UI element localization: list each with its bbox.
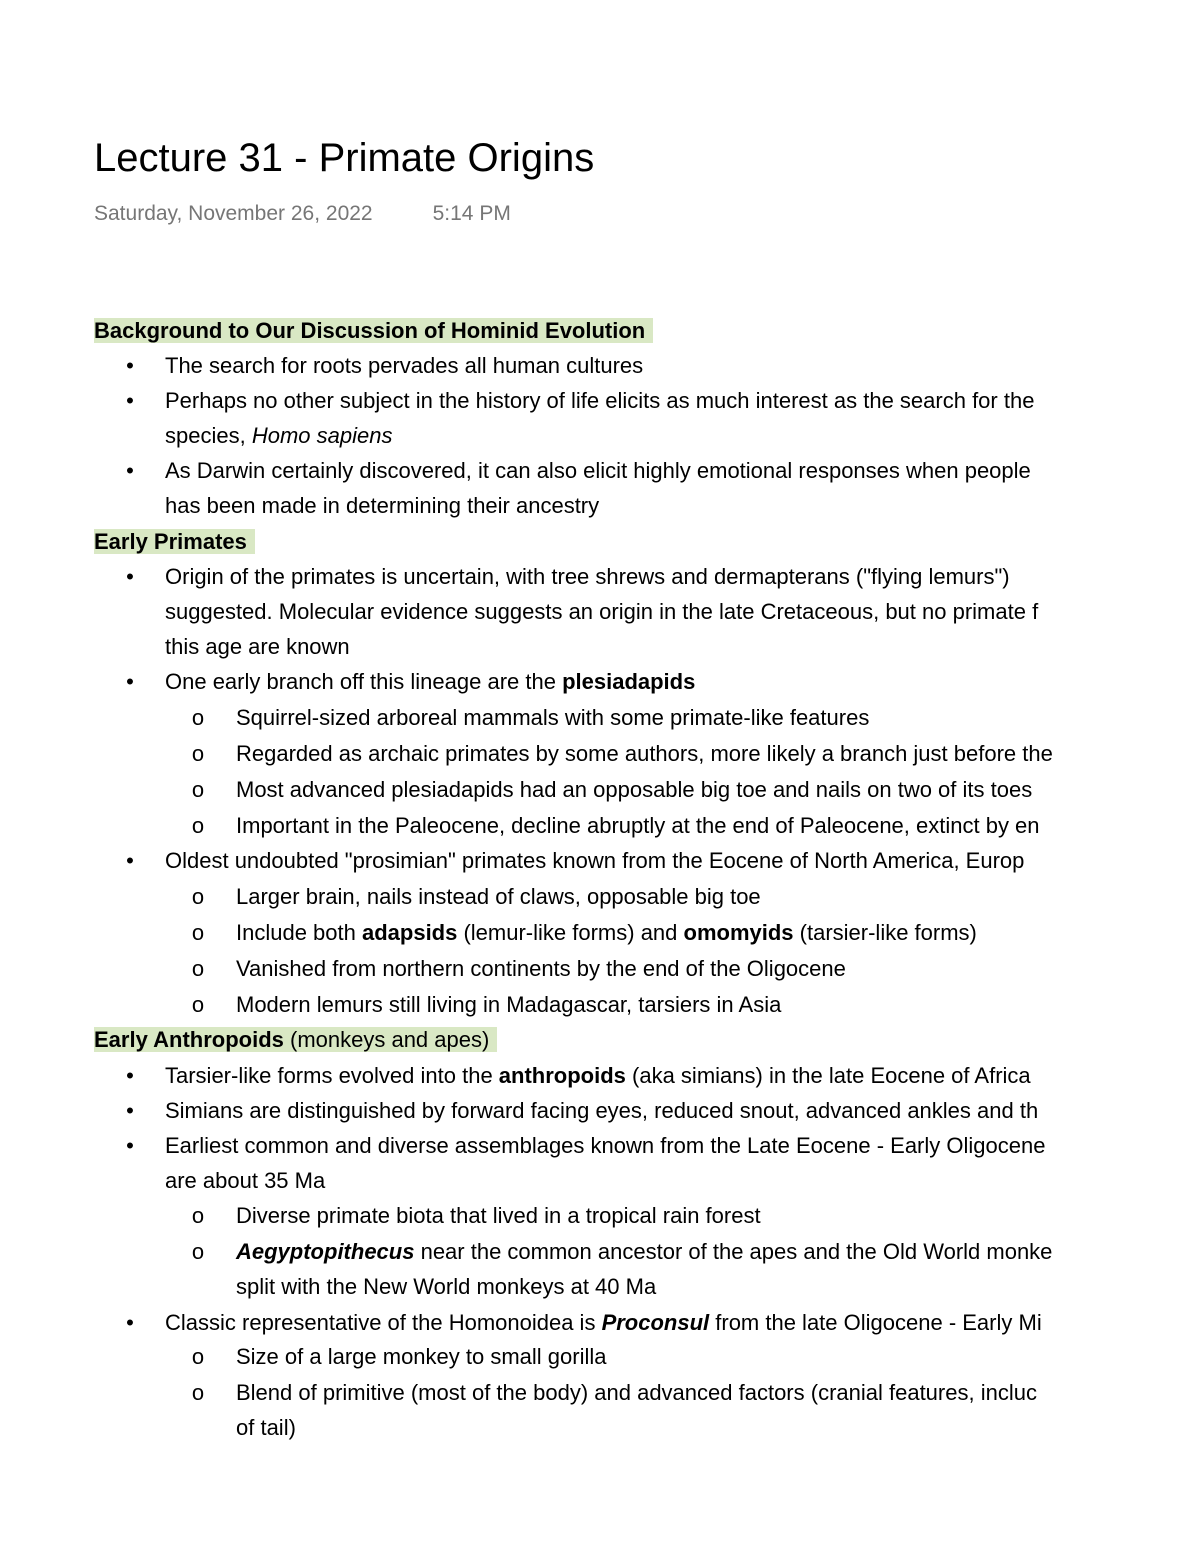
bullet-marker: • — [126, 388, 134, 413]
sub-bullet-marker: o — [191, 1203, 205, 1228]
bold-term: anthropoids — [498, 1063, 626, 1088]
list-item: Oldest undoubted "prosimian" primates known from the Eocene of North America, Europ — [165, 848, 1025, 873]
bullet-marker: • — [126, 848, 134, 873]
note-time: 5:14 PM — [432, 202, 511, 225]
note-metadata — [94, 199, 511, 229]
bullet-marker: • — [126, 1310, 134, 1335]
sub-list-item: Size of a large monkey to small gorilla — [236, 1344, 607, 1369]
sub-bullet-marker: o — [191, 777, 205, 802]
list-item-text: near the common ancestor of the apes and the Old World monke — [414, 1239, 1053, 1264]
note-date: Saturday, November 26, 2022 — [94, 202, 373, 225]
list-item — [165, 1058, 1031, 1094]
list-item-continuation — [165, 418, 392, 454]
highlighted-heading — [94, 1027, 497, 1052]
sub-bullet-marker: o — [191, 1344, 205, 1369]
bold-term: adapsids — [361, 920, 458, 945]
sub-list-item: Squirrel-sized arboreal mammals with some primate-like features — [236, 705, 870, 730]
heading-subtext: (monkeys and apes) — [283, 1027, 490, 1052]
bullet-marker: • — [126, 1133, 134, 1158]
sub-list-item: Modern lemurs still living in Madagascar, tarsiers in Asia — [236, 992, 782, 1017]
list-item: Earliest common and diverse assemblages known from the Late Eocene - Early Oligocene — [165, 1133, 1046, 1158]
sub-list-item — [236, 1234, 1052, 1270]
page-title: Lecture 31 - Primate Origins — [94, 136, 595, 180]
list-item — [165, 1305, 1042, 1341]
section-heading-background — [94, 313, 653, 349]
list-item-text: species, — [165, 423, 252, 448]
sub-bullet-marker: o — [191, 956, 205, 981]
sub-list-item: Vanished from northern continents by the end of the Oligocene — [236, 956, 846, 981]
sub-bullet-marker: o — [191, 813, 205, 838]
genus-name: Aegyptopithecus — [236, 1239, 415, 1264]
list-item-text: Tarsier-like forms evolved into the — [165, 1063, 499, 1088]
list-item-continuation: are about 35 Ma — [165, 1168, 326, 1193]
genus-name: Proconsul — [601, 1310, 710, 1335]
bold-term: plesiadapids — [562, 669, 696, 694]
list-item: The search for roots pervades all human cultures — [165, 353, 644, 378]
species-name: Homo sapiens — [251, 423, 393, 448]
highlighted-heading: Background to Our Discussion of Hominid Evolution — [94, 318, 653, 343]
list-item: Simians are distinguished by forward facing eyes, reduced snout, advanced ankles and th — [165, 1098, 1039, 1123]
sub-list-item: Diverse primate biota that lived in a tropical rain forest — [236, 1203, 761, 1228]
list-item-text: (aka simians) in the late Eocene of Africa — [625, 1063, 1031, 1088]
bullet-marker: • — [126, 1098, 134, 1123]
sub-bullet-marker: o — [191, 992, 205, 1017]
list-item-text: (tarsier-like forms) — [793, 920, 977, 945]
sub-bullet-marker: o — [191, 705, 205, 730]
sub-list-item-continuation: of tail) — [236, 1415, 296, 1440]
list-item-text: Include both — [236, 920, 362, 945]
list-item: Origin of the primates is uncertain, with tree shrews and dermapterans ("flying lemurs") — [165, 564, 1010, 589]
sub-list-item-continuation: split with the New World monkeys at 40 Ma — [236, 1274, 657, 1299]
sub-bullet-marker: o — [191, 884, 205, 909]
list-item: As Darwin certainly discovered, it can also elicit highly emotional responses when people — [165, 458, 1031, 483]
list-item-text: One early branch off this lineage are the — [165, 669, 563, 694]
bullet-marker: • — [126, 669, 134, 694]
sub-list-item: Larger brain, nails instead of claws, opposable big toe — [236, 884, 761, 909]
sub-list-item: Important in the Paleocene, decline abruptly at the end of Paleocene, extinct by en — [236, 813, 1040, 838]
bold-term: omomyids — [683, 920, 794, 945]
list-item-text: (lemur-like forms) and — [457, 920, 684, 945]
sub-list-item: Blend of primitive (most of the body) and advanced factors (cranial features, incluc — [236, 1380, 1037, 1405]
sub-list-item — [236, 915, 977, 951]
section-heading-early-anthropoids — [94, 1022, 497, 1058]
sub-list-item: Regarded as archaic primates by some authors, more likely a branch just before the — [236, 741, 1053, 766]
sub-list-item: Most advanced plesiadapids had an opposable big toe and nails on two of its toes — [236, 777, 1033, 802]
heading-text: Early Anthropoids — [94, 1027, 284, 1052]
sub-bullet-marker: o — [191, 1380, 205, 1405]
section-heading-early-primates — [94, 524, 255, 560]
sub-bullet-marker: o — [191, 920, 205, 945]
list-item-continuation: has been made in determining their ancestry — [165, 493, 600, 518]
sub-bullet-marker: o — [191, 741, 205, 766]
highlighted-heading: Early Primates — [94, 529, 255, 554]
list-item-continuation: this age are known — [165, 634, 350, 659]
sub-bullet-marker: o — [191, 1239, 205, 1264]
bullet-marker: • — [126, 458, 134, 483]
bullet-marker: • — [126, 564, 134, 589]
list-item-continuation: suggested. Molecular evidence suggests an origin in the late Cretaceous, but no primate f — [165, 599, 1039, 624]
list-item-text: Classic representative of the Homonoidea is — [165, 1310, 602, 1335]
list-item-text: from the late Oligocene - Early Mi — [709, 1310, 1042, 1335]
list-item: Perhaps no other subject in the history of life elicits as much interest as the search for the — [165, 388, 1035, 413]
list-item — [165, 664, 695, 700]
bullet-marker: • — [126, 1063, 134, 1088]
bullet-marker: • — [126, 353, 134, 378]
